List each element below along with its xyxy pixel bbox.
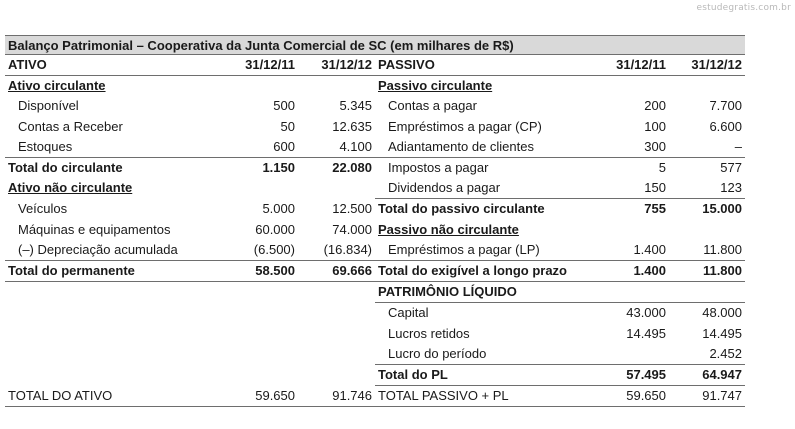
row-value-left-2012: 5.345 xyxy=(339,98,372,114)
row-label-left: Ativo não circulante xyxy=(8,180,133,196)
row-value-right-2012: 577 xyxy=(720,160,742,176)
header-row xyxy=(5,55,745,76)
row-value-right-2012: 2.452 xyxy=(709,345,742,361)
row-label-left xyxy=(5,323,225,343)
row-label-left xyxy=(5,282,225,303)
row-label-right: TOTAL PASSIVO + PL xyxy=(375,386,594,407)
table-row xyxy=(5,260,745,281)
row-label-left: Disponível xyxy=(18,98,79,114)
table-row xyxy=(5,76,745,97)
row-value-right-2012: – xyxy=(734,138,742,154)
row-value-right-2011: 1.400 xyxy=(633,262,666,278)
row-value-left-2011 xyxy=(225,178,298,199)
header-ativo-2012: 31/12/12 xyxy=(298,55,375,76)
table-row xyxy=(5,364,745,385)
row-value-right-2011 xyxy=(594,220,669,240)
row-value-left-2012 xyxy=(298,282,375,303)
row-value-right-2011: 57.495 xyxy=(594,364,669,385)
row-value-left-2012: 22.080 xyxy=(332,160,372,176)
row-label-right: Lucros retidos xyxy=(388,325,470,341)
row-label-right: Total do exigível a longo prazo xyxy=(378,262,568,278)
table-row xyxy=(5,178,745,199)
balance-sheet xyxy=(5,35,745,407)
row-value-left-2012 xyxy=(298,76,375,97)
row-value-right-2012 xyxy=(669,282,745,303)
table-row xyxy=(5,282,745,303)
row-value-left-2011: 5.000 xyxy=(262,201,295,217)
row-value-left-2012: 12.635 xyxy=(332,118,372,134)
row-label-right: Contas a pagar xyxy=(388,98,477,114)
row-label-right: Lucro do período xyxy=(388,345,487,361)
row-value-left-2012: 69.666 xyxy=(332,262,372,278)
row-value-right-2012: 123 xyxy=(720,180,742,196)
row-value-right-2011: 59.650 xyxy=(594,386,669,407)
header-passivo: PASSIVO xyxy=(375,55,594,76)
row-value-right-2012: 6.600 xyxy=(709,118,742,134)
row-label-left: Contas a Receber xyxy=(18,118,123,134)
row-label-right: Total do PL xyxy=(375,364,594,385)
row-label-right: Empréstimos a pagar (LP) xyxy=(388,241,540,257)
table-row xyxy=(5,96,745,116)
row-value-right-2011: 300 xyxy=(644,138,666,154)
table-row xyxy=(5,240,745,261)
header-passivo-2012: 31/12/12 xyxy=(669,55,745,76)
row-label-left xyxy=(5,364,225,385)
row-label-right: Passivo não circulante xyxy=(378,221,519,237)
row-label-right: Impostos a pagar xyxy=(388,160,489,176)
row-value-left-2012 xyxy=(298,303,375,324)
row-value-right-2011: 14.495 xyxy=(626,325,666,341)
row-value-left-2012: 4.100 xyxy=(339,138,372,154)
row-value-left-2011: 600 xyxy=(273,138,295,154)
header-ativo-2011: 31/12/11 xyxy=(225,55,298,76)
row-value-right-2011 xyxy=(594,344,669,365)
table-row xyxy=(5,137,745,158)
row-value-left-2011 xyxy=(225,303,298,324)
row-value-left-2012 xyxy=(298,178,375,199)
row-value-left-2011 xyxy=(225,364,298,385)
row-value-right-2011: 1.400 xyxy=(633,241,666,257)
row-value-left-2011: 1.150 xyxy=(262,160,295,176)
row-value-left-2012: 12.500 xyxy=(332,201,372,217)
row-value-right-2011: 100 xyxy=(644,118,666,134)
header-passivo-2011: 31/12/11 xyxy=(594,55,669,76)
row-value-left-2011 xyxy=(225,282,298,303)
table-row xyxy=(5,303,745,324)
row-value-left-2011: 50 xyxy=(280,118,295,134)
row-label-left: (–) Depreciação acumulada xyxy=(18,241,178,257)
row-label-left xyxy=(5,303,225,324)
row-label-right: Total do passivo circulante xyxy=(375,199,594,220)
row-value-left-2011 xyxy=(225,323,298,343)
row-label-right: Adiantamento de clientes xyxy=(388,138,534,154)
table-row xyxy=(5,157,745,178)
table-row xyxy=(5,344,745,365)
row-value-right-2011 xyxy=(594,282,669,303)
row-value-right-2012: 91.747 xyxy=(669,386,745,407)
row-value-right-2012: 11.800 xyxy=(702,262,742,278)
row-value-left-2011: 58.500 xyxy=(255,262,295,278)
row-value-left-2012: 91.746 xyxy=(298,386,375,407)
row-label-left: Estoques xyxy=(18,138,73,154)
table-row xyxy=(5,199,745,220)
row-value-right-2012: 14.495 xyxy=(702,325,742,341)
row-value-right-2012 xyxy=(669,76,745,97)
row-value-right-2011: 755 xyxy=(594,199,669,220)
row-value-left-2012 xyxy=(298,364,375,385)
row-value-right-2012 xyxy=(669,220,745,240)
watermark-text: estudegratis.com.br xyxy=(696,3,791,13)
row-label-right: Dividendos a pagar xyxy=(388,180,501,196)
row-value-left-2012: (16.834) xyxy=(323,241,372,257)
row-value-left-2012 xyxy=(298,344,375,365)
row-value-left-2012: 74.000 xyxy=(332,221,372,237)
row-value-left-2012 xyxy=(298,323,375,343)
table-title: Balanço Patrimonial – Cooperativa da Junta Comercial de SC (em milhares de R$) xyxy=(5,35,745,55)
row-value-left-2011: 59.650 xyxy=(225,386,298,407)
row-value-left-2011: 500 xyxy=(273,98,295,114)
table-row xyxy=(5,386,745,407)
row-value-left-2011: 60.000 xyxy=(255,221,295,237)
row-value-right-2012: 48.000 xyxy=(669,303,745,324)
table-row xyxy=(5,323,745,343)
row-label-left: Total do circulante xyxy=(8,160,123,176)
row-value-right-2011: 150 xyxy=(644,180,666,196)
row-label-left: Máquinas e equipamentos xyxy=(18,221,171,237)
row-label-left xyxy=(5,344,225,365)
row-value-left-2011 xyxy=(225,344,298,365)
row-label-left: Total do permanente xyxy=(8,262,135,278)
table-row xyxy=(5,117,745,137)
row-value-left-2011 xyxy=(225,76,298,97)
row-value-right-2012: 11.800 xyxy=(703,241,742,257)
row-label-left: Veículos xyxy=(18,201,68,217)
row-value-right-2012: 64.947 xyxy=(669,364,745,385)
row-label-right: PATRIMÔNIO LÍQUIDO xyxy=(378,284,517,300)
row-label-right: Empréstimos a pagar (CP) xyxy=(388,118,542,134)
row-value-right-2012: 15.000 xyxy=(669,199,745,220)
row-value-right-2011 xyxy=(594,76,669,97)
row-label-left: TOTAL DO ATIVO xyxy=(5,386,225,407)
row-value-right-2011: 200 xyxy=(644,98,666,114)
row-value-left-2011: (6.500) xyxy=(253,241,295,257)
row-value-right-2012: 7.700 xyxy=(709,98,742,114)
header-ativo: ATIVO xyxy=(5,55,225,76)
row-label-right: Capital xyxy=(375,303,594,324)
row-value-right-2011: 5 xyxy=(658,160,666,176)
row-label-left: Ativo circulante xyxy=(8,78,106,94)
row-value-right-2011: 43.000 xyxy=(594,303,669,324)
balance-table xyxy=(5,55,745,407)
table-row xyxy=(5,220,745,240)
row-label-right: Passivo circulante xyxy=(378,78,493,94)
